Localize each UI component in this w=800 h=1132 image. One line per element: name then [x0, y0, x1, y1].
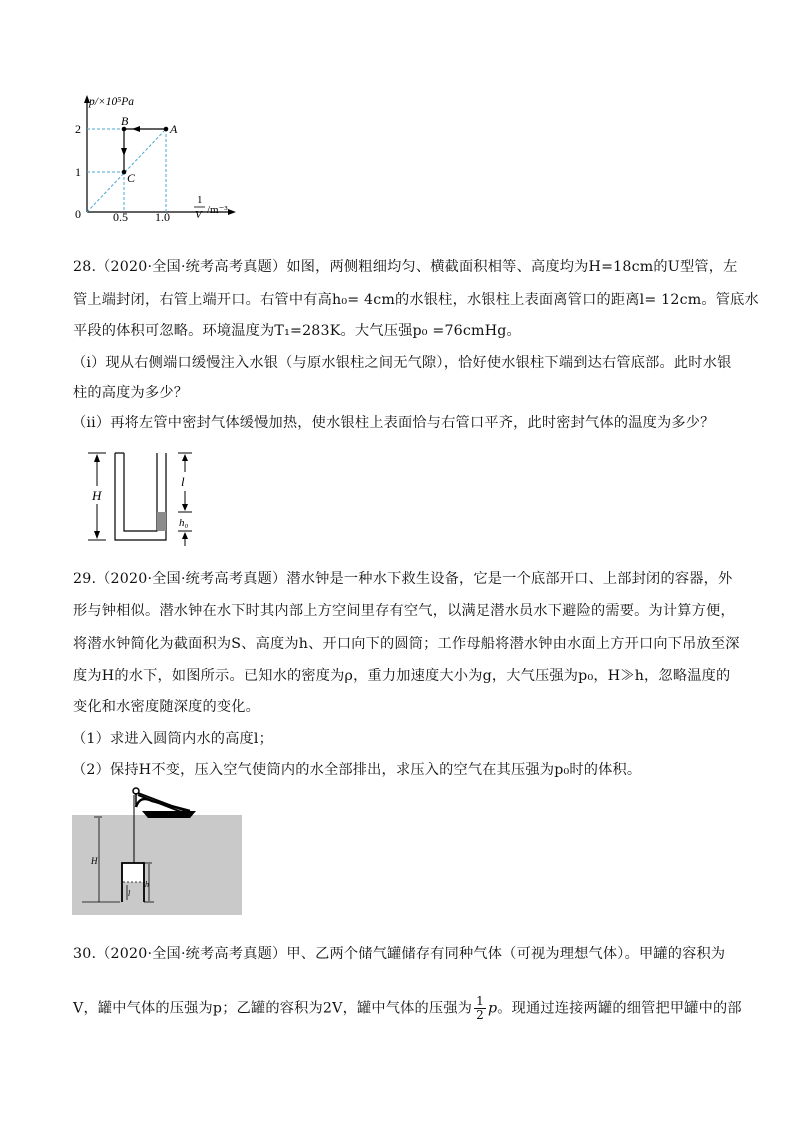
q28-stem-line2: 管上端封闭，右管上端开口。右管中有高h₀= 4cm的水银柱，水银柱上表面离管口的距离l= 12cm。管底水	[73, 292, 759, 308]
q29-stem-line3: 将潜水钟简化为截面积为S、高度为h、开口向下的圆筒；工作母船将潜水钟由水面上方开口向下吊放至深	[73, 636, 740, 652]
q28-part-ii: （ii）再将左管中密封气体缓慢加热，使水银柱上表面恰与右管口平齐，此时密封气体的温度为多少？	[72, 415, 715, 431]
point-b-label: B	[121, 114, 129, 128]
water-height-l-label: l	[128, 889, 131, 898]
x-tick-10: 1.0	[155, 210, 170, 224]
x-tick-05: 0.5	[113, 210, 128, 224]
x-axis-arrow	[228, 209, 236, 215]
x-axis-label-num: 1	[197, 194, 203, 206]
point-a	[164, 127, 169, 132]
q28-part-i-line1: （i）现从右侧端口缓慢注入水银（与原水银柱之间无气隙），恰好使水银柱下端到达右管底部。此时水银	[72, 355, 732, 371]
q28-part-i-line2: 柱的高度为多少？	[73, 385, 189, 401]
h0-label: h₀	[179, 517, 189, 529]
q29-part-1: （1）求进入圆筒内水的高度l；	[72, 731, 274, 747]
point-c	[122, 170, 127, 175]
fraction-denominator: 2	[476, 1008, 484, 1022]
q28-stem-line1: 28.（2020·全国·统考高考真题）如图，两侧粗细均匀、横截面积相等、高度均为H=18cm的U型管，左	[73, 259, 738, 275]
diving-bell-figure	[72, 785, 242, 915]
x-axis-label-den: V	[195, 209, 202, 221]
x-axis-unit: /m⁻³	[207, 204, 228, 216]
bell-height-h-label: h	[145, 880, 149, 889]
h-label: H	[92, 488, 102, 503]
q30-stem-line2b: 。现通过连接两罐的细管把甲罐中的部	[497, 1000, 742, 1017]
q29-part-2: （2）保持H不变，压入空气使筒内的水全部排出，求压入的空气在其压强为p₀时的体积。	[72, 762, 642, 778]
q29-stem-line2: 形与钟相似。潜水钟在水下时其内部上方空间里存有空气，以满足潜水员水下避险的需要。为计算方便，	[73, 603, 735, 619]
fraction-numerator: 1	[476, 994, 484, 1008]
fraction-one-half	[474, 995, 486, 1022]
point-a-label: A	[170, 122, 178, 136]
q29-stem-line1: 29.（2020·全国·统考高考真题）潜水钟是一种水下救生设备，它是一个底部开口、上部封闭的容器，外	[73, 571, 733, 587]
q29-stem-line4: 度为H的水下，如图所示。已知水的密度为ρ，重力加速度大小为g，大气压强为p₀，H≫h，忽略温度的	[73, 668, 731, 684]
q30-stem-line1: 30.（2020·全国·统考高考真题）甲、乙两个储气罐储存有同种气体（可视为理想气体）。甲罐的容积为	[73, 946, 726, 962]
x-tick-0: 0	[75, 207, 81, 221]
pressure-volume-graph	[60, 92, 260, 227]
fraction-variable: p	[487, 1000, 498, 1017]
y-tick-2: 2	[75, 122, 81, 136]
y-axis-label: p/×10⁵Pa	[89, 96, 134, 108]
l-label: l	[181, 474, 185, 489]
ship-hull	[142, 811, 196, 818]
q30-stem-line2	[73, 995, 742, 1022]
depth-h-label: H	[91, 856, 98, 866]
q29-stem-line5: 变化和水密度随深度的变化。	[73, 699, 261, 715]
mercury-column	[157, 512, 166, 531]
q30-stem-line2a: V，罐中气体的压强为p；乙罐的容积为2V，罐中气体的压强为	[73, 1000, 473, 1017]
water-region	[72, 815, 242, 915]
point-c-label: C	[127, 171, 136, 185]
y-tick-1: 1	[75, 165, 81, 179]
q28-stem-line3: 平段的体积可忽略。环境温度为T₁=283K。大气压强p₀ =76cmHg。	[73, 323, 521, 339]
u-tube-figure	[84, 446, 204, 551]
